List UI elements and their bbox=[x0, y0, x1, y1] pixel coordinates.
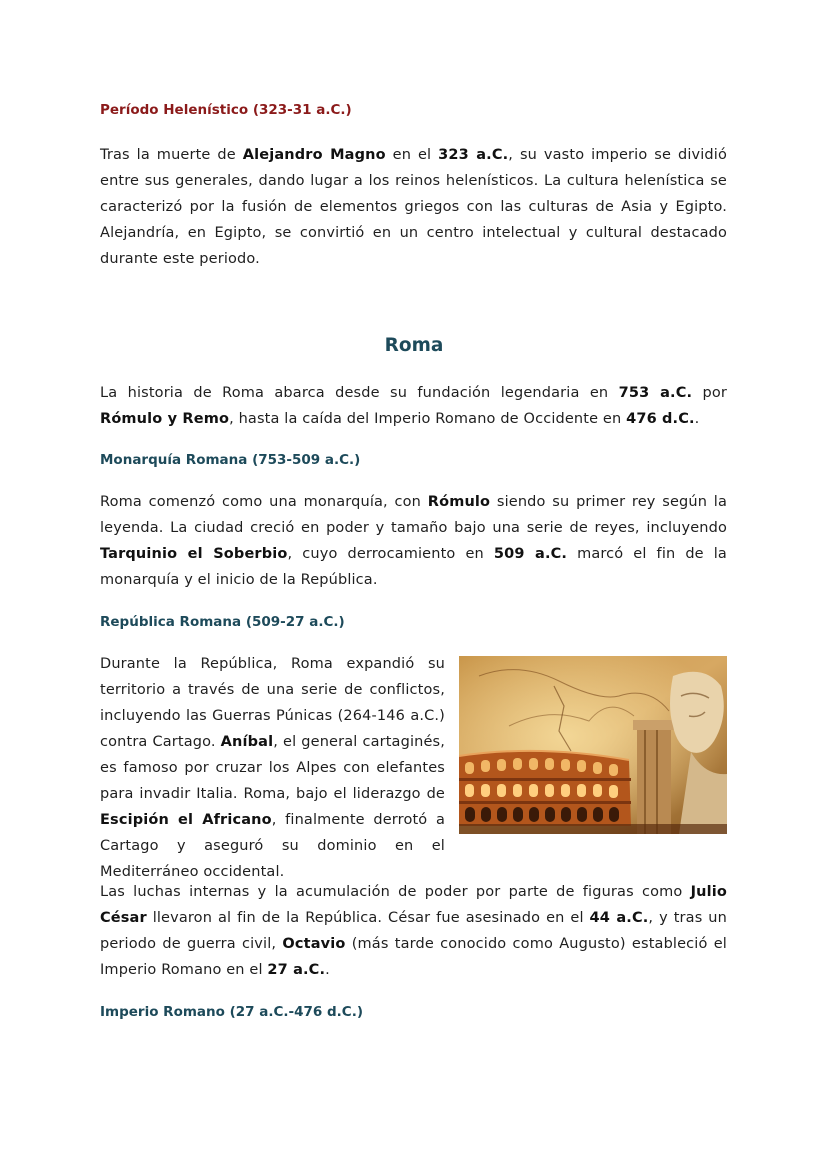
paragraph-republica-1: Durante la República, Roma expandió su territorio a través de una serie de conflictos, incluyendo las Guerras Púnicas (264-146 a.C.) contra Cartago. Aníbal, el general cartaginés, es famoso por cruzar los Alpes con elefantes para invadir Italia. Roma, bajo el liderazgo de Escipión el Africano, finalmente derrotó a Cartago y aseguró su dominio en el Mediterráneo occidental. bbox=[100, 651, 727, 885]
paragraph-republica-2: Las luchas internas y la acumulación de poder por parte de figuras como Julio César llevaron al fin de la República. César fue asesinado en el 44 a.C., y tras un periodo de guerra civil, Octavio (más tarde conocido como Augusto) estableció el Imperio Romano en el 27 a.C.. bbox=[100, 884, 727, 978]
colosseum-icon bbox=[459, 656, 727, 834]
section-heading-hellenistic: Período Helenístico (323-31 a.C.) bbox=[100, 102, 352, 118]
section-heading-monarquia: Monarquía Romana (753-509 a.C.) bbox=[100, 452, 361, 468]
paragraph-roma-intro: La historia de Roma abarca desde su fundación legendaria en 753 a.C. por Rómulo y Remo, hasta la caída del Imperio Romano de Occidente en 476 d.C.. bbox=[100, 385, 727, 427]
rome-collage-image bbox=[459, 656, 727, 834]
section-heading-imperio: Imperio Romano (27 a.C.-476 d.C.) bbox=[100, 1004, 364, 1020]
paragraph-monarquia: Roma comenzó como una monarquía, con Rómulo siendo su primer rey según la leyenda. La ciudad creció en poder y tamaño bajo una serie de reyes, incluyendo Tarquinio el Soberbio, cuyo derrocamiento en 509 a.C. marcó el fin de la monarquía y el inicio de la República. bbox=[100, 494, 727, 588]
section-title-roma: Roma bbox=[384, 335, 444, 356]
paragraph-hellenistic: Tras la muerte de Alejandro Magno en el 323 a.C., su vasto imperio se dividió entre sus generales, dando lugar a los reinos helenísticos. La cultura helenística se caracterizó por la fusión de elementos griegos con las culturas de Asia y Egipto. Alejandría, en Egipto, se convirtió en un centro intelectual y cultural destacado durante este periodo. bbox=[100, 147, 727, 267]
section-heading-republica: República Romana (509-27 a.C.) bbox=[100, 614, 345, 630]
